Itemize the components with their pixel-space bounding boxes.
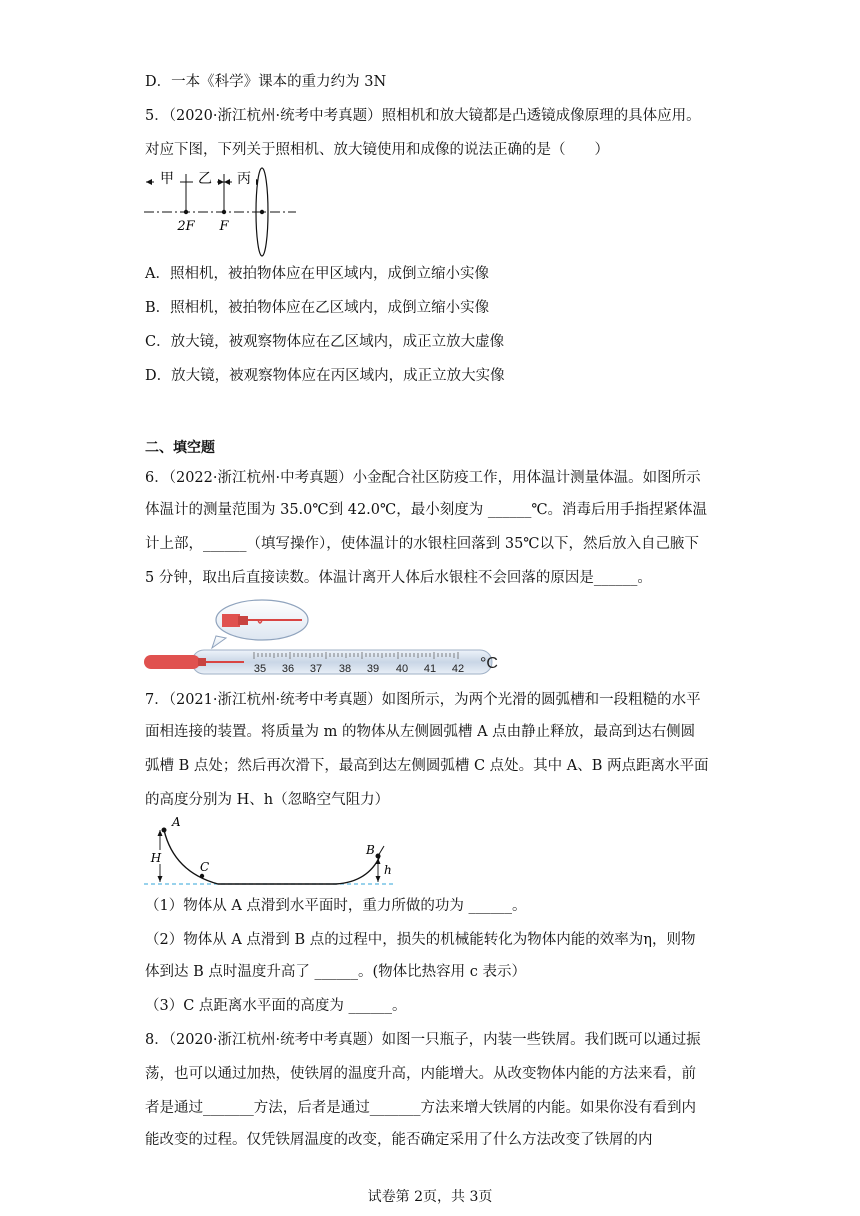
label-A: A [172, 816, 181, 829]
label-B: B [366, 843, 375, 857]
question-5-stem-2: 对应下图，下列关于照相机、放大镜使用和成像的说法正确的是（ ） [145, 142, 609, 158]
label-jia: 甲 [160, 171, 174, 187]
question-7-part-2-line-1: （2）物体从 A 点滑到 B 点的过程中，损失的机械能转化为物体内能的效率为η，则物 [145, 932, 696, 948]
label-f: F [219, 219, 229, 234]
question-7-line-3: 弧槽 B 点处；然后再次滑下，最高到达左侧圆弧槽 C 点处。其中 A、B 两点距离水平面 [145, 758, 709, 774]
question-8-line-4: 能改变的过程。仅凭铁屑温度的改变，能否确定采用了什么方法改变了铁屑的内 [145, 1132, 653, 1148]
question-7-line-4: 的高度分别为 H、h（忽略空气阻力） [145, 792, 390, 808]
question-8-line-2: 荡，也可以通过加热，使铁屑的温度升高，内能增大。从改变物体内能的方法来看，前 [145, 1066, 696, 1082]
point-C [200, 874, 204, 878]
track-curve [164, 830, 380, 884]
question-7-line-1: 7．（2021·浙江杭州·统考中考真题）如图所示，为两个光滑的圆弧槽和一段粗糙的水平 [145, 692, 701, 708]
question-6-line-2: 体温计的测量范围为 35.0℃到 42.0℃，最小刻度为 ______℃。消毒后用手指捏紧体温 [145, 502, 708, 518]
point-A [162, 828, 167, 833]
unit-celsius: °C [480, 655, 498, 672]
page-footer: 试卷第 2页，共 3页 [367, 1189, 493, 1205]
option-5a: A．照相机，被拍物体应在甲区域内，成倒立缩小实像 [145, 266, 489, 282]
scale-35: 35 [253, 663, 267, 675]
lens-center [260, 210, 264, 214]
question-7-line-2: 面相连接的装置。将质量为 m 的物体从左侧圆弧槽 A 点由静止释放，最高到达右侧圆 [145, 724, 696, 740]
label-bing: 丙 [237, 171, 251, 187]
option-5d-prev: D．一本《科学》课本的重力约为 3N [145, 74, 387, 90]
scale-42: 42 [451, 663, 465, 675]
option-5b: B．照相机，被拍物体应在乙区域内，成倒立缩小实像 [145, 300, 490, 316]
thermometer-figure [140, 598, 500, 680]
question-8-line-1: 8．（2020·浙江杭州·统考中考真题）如图一只瓶子，内装一些铁屑。我们既可以通过振 [145, 1032, 701, 1048]
label-yi: 乙 [198, 171, 212, 187]
point-f [222, 210, 226, 214]
mercury-bulb [144, 655, 200, 669]
scale-36: 36 [281, 663, 295, 675]
scale-38: 38 [338, 663, 352, 675]
option-5d: D．放大镜，被观察物体应在丙区域内，成正立放大实像 [145, 368, 505, 384]
section-heading: 二、填空题 [145, 440, 215, 456]
point-2f [184, 210, 188, 214]
lens-figure [140, 164, 300, 260]
scale-41: 41 [423, 663, 437, 675]
question-6-line-1: 6．（2022·浙江杭州·中考真题）小金配合社区防疫工作，用体温计测量体温。如图所示 [145, 470, 701, 486]
question-7-part-1: （1）物体从 A 点滑到水平面时，重力所做的功为 ______。 [145, 898, 527, 914]
question-5-stem-1: 5．（2020·浙江杭州·统考中考真题）照相机和放大镜都是凸透镜成像原理的具体应用。 [145, 108, 701, 124]
question-8-line-3: 者是通过_______方法，后者是通过_______方法来增大铁屑的内能。如果你没有看到内 [145, 1100, 696, 1116]
label-C: C [200, 860, 210, 874]
question-6-line-4: 5 分钟，取出后直接读数。体温计离开人体后水银柱不会回落的原因是______。 [145, 570, 652, 586]
scale-39: 39 [366, 663, 380, 675]
question-7-part-3: （3）C 点距离水平面的高度为 ______。 [145, 998, 407, 1014]
question-6-line-3: 计上部，______（填写操作），使体温计的水银柱回落到 35℃以下，然后放入自己腋下 [145, 536, 700, 552]
question-7-part-2-line-2: 体到达 B 点时温度升高了 ______。(物体比热容用 c 表示） [145, 964, 526, 980]
scale-37: 37 [309, 663, 323, 675]
track-figure [140, 816, 400, 890]
option-5c: C．放大镜，被观察物体应在乙区域内，成正立放大虚像 [145, 334, 505, 350]
scale-40: 40 [395, 663, 409, 675]
label-h: h [384, 863, 392, 877]
label-2f: 2F [177, 219, 195, 234]
label-H: H [150, 851, 162, 865]
